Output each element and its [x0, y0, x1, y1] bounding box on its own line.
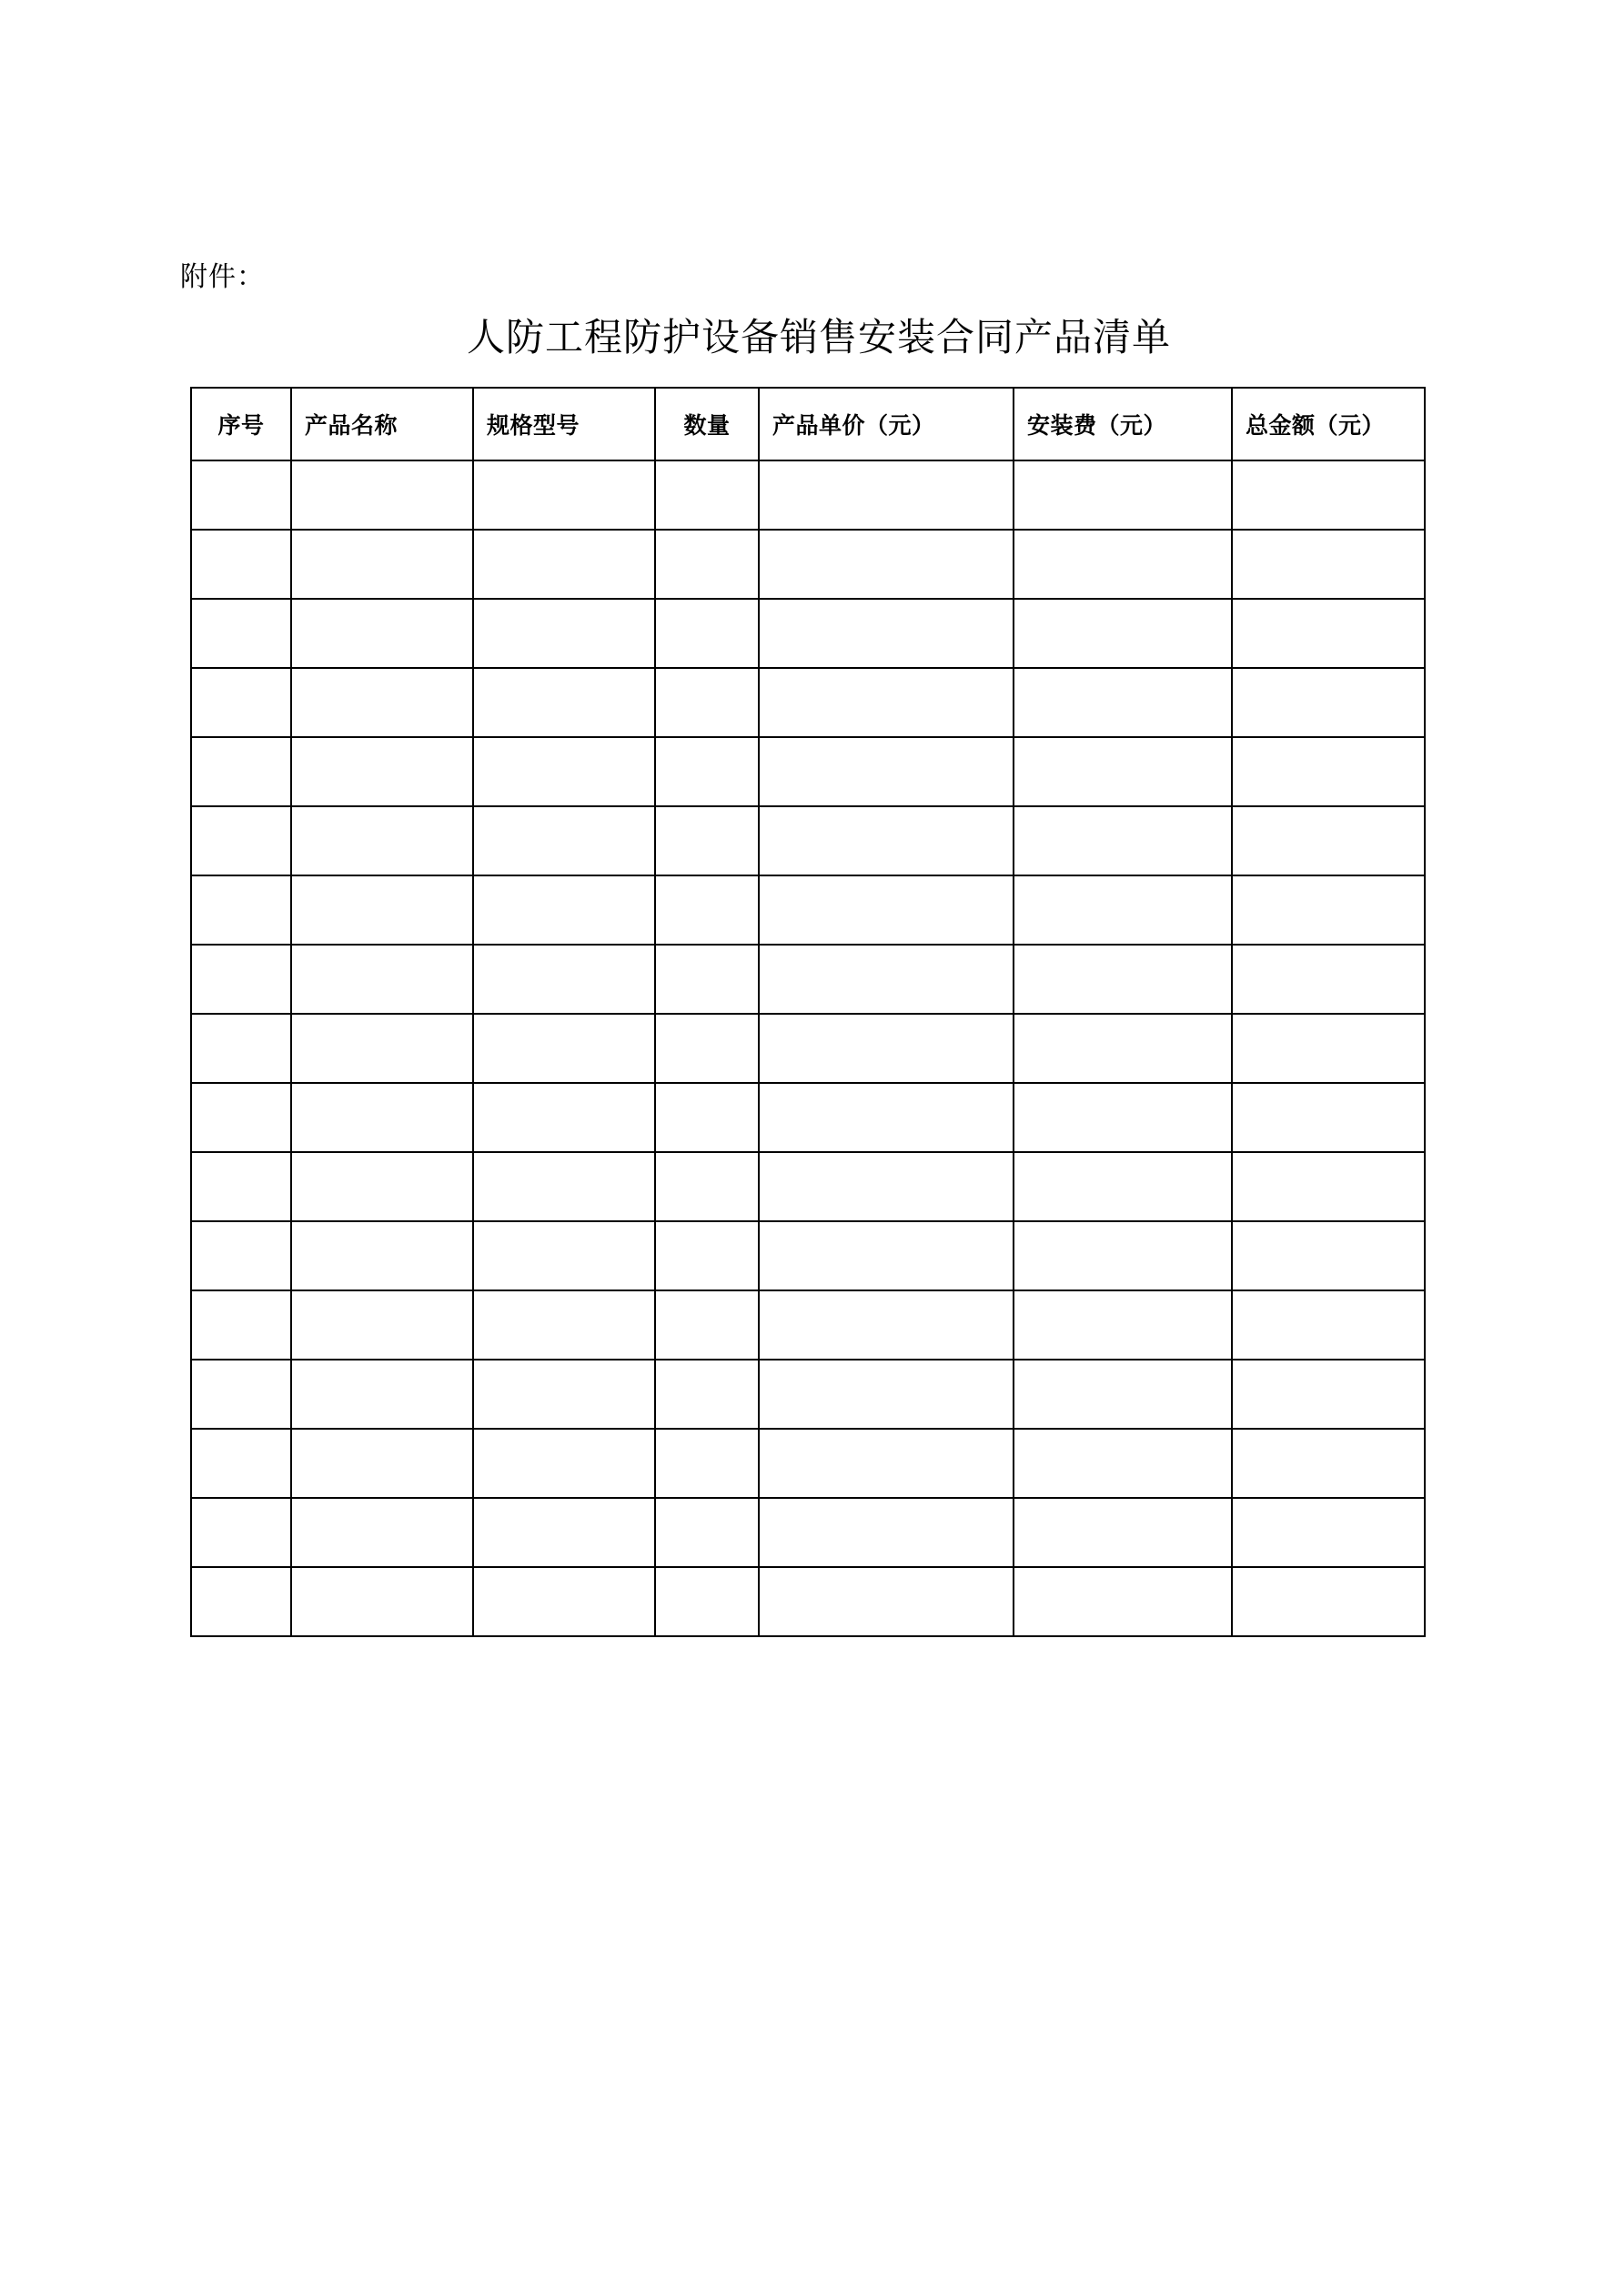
product-list-table: [190, 387, 1426, 1637]
cell-quantity[interactable]: [655, 1221, 759, 1290]
cell-total-amount[interactable]: [1232, 1014, 1425, 1083]
cell-product-name[interactable]: [291, 1083, 473, 1152]
cell-quantity[interactable]: [655, 668, 759, 737]
cell-unit-price[interactable]: [759, 806, 1014, 875]
table-row: [191, 1152, 1425, 1221]
cell-seq[interactable]: [191, 1290, 291, 1360]
table-row: [191, 737, 1425, 806]
column-header-seq: 序号: [191, 388, 291, 460]
table-row: [191, 875, 1425, 945]
cell-quantity[interactable]: [655, 737, 759, 806]
cell-product-name[interactable]: [291, 1360, 473, 1429]
cell-total-amount[interactable]: [1232, 1429, 1425, 1498]
table-row: [191, 460, 1425, 530]
column-header-quantity: 数量: [655, 388, 759, 460]
cell-install-fee[interactable]: [1014, 1498, 1232, 1567]
cell-total-amount[interactable]: [1232, 1083, 1425, 1152]
cell-quantity[interactable]: [655, 945, 759, 1014]
cell-spec-model[interactable]: [473, 737, 655, 806]
cell-seq[interactable]: [191, 1429, 291, 1498]
cell-install-fee[interactable]: [1014, 945, 1232, 1014]
cell-spec-model[interactable]: [473, 1429, 655, 1498]
cell-install-fee[interactable]: [1014, 1429, 1232, 1498]
cell-quantity[interactable]: [655, 806, 759, 875]
cell-quantity[interactable]: [655, 1152, 759, 1221]
cell-spec-model[interactable]: [473, 806, 655, 875]
cell-unit-price[interactable]: [759, 1498, 1014, 1567]
column-header-spec-model: 规格型号: [473, 388, 655, 460]
cell-install-fee[interactable]: [1014, 668, 1232, 737]
table-row: [191, 1498, 1425, 1567]
table-row: [191, 1014, 1425, 1083]
cell-quantity[interactable]: [655, 1290, 759, 1360]
cell-unit-price[interactable]: [759, 1429, 1014, 1498]
cell-unit-price[interactable]: [759, 668, 1014, 737]
cell-seq[interactable]: [191, 1567, 291, 1636]
cell-spec-model[interactable]: [473, 460, 655, 530]
cell-spec-model[interactable]: [473, 875, 655, 945]
table-row: [191, 599, 1425, 668]
cell-seq[interactable]: [191, 1498, 291, 1567]
cell-product-name[interactable]: [291, 460, 473, 530]
cell-total-amount[interactable]: [1232, 1290, 1425, 1360]
cell-spec-model[interactable]: [473, 599, 655, 668]
cell-quantity[interactable]: [655, 1083, 759, 1152]
cell-quantity[interactable]: [655, 1567, 759, 1636]
cell-product-name[interactable]: [291, 1290, 473, 1360]
cell-install-fee[interactable]: [1014, 460, 1232, 530]
cell-unit-price[interactable]: [759, 599, 1014, 668]
cell-total-amount[interactable]: [1232, 806, 1425, 875]
cell-seq[interactable]: [191, 460, 291, 530]
cell-install-fee[interactable]: [1014, 1083, 1232, 1152]
cell-seq[interactable]: [191, 1221, 291, 1290]
cell-quantity[interactable]: [655, 599, 759, 668]
cell-unit-price[interactable]: [759, 1014, 1014, 1083]
cell-unit-price[interactable]: [759, 1290, 1014, 1360]
table-row: [191, 1221, 1425, 1290]
cell-install-fee[interactable]: [1014, 1014, 1232, 1083]
cell-unit-price[interactable]: [759, 1221, 1014, 1290]
cell-spec-model[interactable]: [473, 1083, 655, 1152]
cell-seq[interactable]: [191, 1360, 291, 1429]
cell-unit-price[interactable]: [759, 460, 1014, 530]
cell-unit-price[interactable]: [759, 1360, 1014, 1429]
cell-quantity[interactable]: [655, 1014, 759, 1083]
cell-install-fee[interactable]: [1014, 1221, 1232, 1290]
table-row: [191, 945, 1425, 1014]
table-header: [191, 388, 1425, 460]
column-header-install-fee: 安装费（元）: [1014, 388, 1232, 460]
cell-product-name[interactable]: [291, 1429, 473, 1498]
cell-spec-model[interactable]: [473, 1290, 655, 1360]
cell-seq[interactable]: [191, 1083, 291, 1152]
table-row: [191, 1083, 1425, 1152]
table-row: [191, 1567, 1425, 1636]
cell-quantity[interactable]: [655, 875, 759, 945]
table-row: [191, 1360, 1425, 1429]
cell-product-name[interactable]: [291, 530, 473, 599]
cell-spec-model[interactable]: [473, 1360, 655, 1429]
cell-spec-model[interactable]: [473, 945, 655, 1014]
column-header-product-name: 产品名称: [291, 388, 473, 460]
cell-spec-model[interactable]: [473, 530, 655, 599]
cell-seq[interactable]: [191, 1014, 291, 1083]
cell-total-amount[interactable]: [1232, 1498, 1425, 1567]
cell-product-name[interactable]: [291, 1152, 473, 1221]
cell-spec-model[interactable]: [473, 668, 655, 737]
cell-product-name[interactable]: [291, 875, 473, 945]
cell-total-amount[interactable]: [1232, 737, 1425, 806]
cell-install-fee[interactable]: [1014, 530, 1232, 599]
cell-install-fee[interactable]: [1014, 1567, 1232, 1636]
cell-seq[interactable]: [191, 530, 291, 599]
cell-total-amount[interactable]: [1232, 460, 1425, 530]
cell-product-name[interactable]: [291, 737, 473, 806]
product-list-table-wrapper: [190, 387, 1424, 1637]
cell-seq[interactable]: [191, 806, 291, 875]
table-row: [191, 1429, 1425, 1498]
cell-total-amount[interactable]: [1232, 668, 1425, 737]
cell-install-fee[interactable]: [1014, 599, 1232, 668]
cell-install-fee[interactable]: [1014, 1290, 1232, 1360]
cell-seq[interactable]: [191, 737, 291, 806]
cell-quantity[interactable]: [655, 1429, 759, 1498]
table-row: [191, 1290, 1425, 1360]
cell-seq[interactable]: [191, 875, 291, 945]
cell-seq[interactable]: [191, 945, 291, 1014]
cell-unit-price[interactable]: [759, 1567, 1014, 1636]
cell-seq[interactable]: [191, 668, 291, 737]
cell-install-fee[interactable]: [1014, 1360, 1232, 1429]
cell-total-amount[interactable]: [1232, 1221, 1425, 1290]
table-header-row: [191, 388, 1425, 460]
cell-unit-price[interactable]: [759, 875, 1014, 945]
cell-product-name[interactable]: [291, 668, 473, 737]
column-header-unit-price: 产品单价（元）: [759, 388, 1014, 460]
cell-product-name[interactable]: [291, 1498, 473, 1567]
cell-total-amount[interactable]: [1232, 530, 1425, 599]
cell-total-amount[interactable]: [1232, 1152, 1425, 1221]
cell-seq[interactable]: [191, 1152, 291, 1221]
cell-product-name[interactable]: [291, 1221, 473, 1290]
table-row: [191, 806, 1425, 875]
table-body: [191, 460, 1425, 1636]
cell-install-fee[interactable]: [1014, 737, 1232, 806]
cell-install-fee[interactable]: [1014, 875, 1232, 945]
cell-spec-model[interactable]: [473, 1221, 655, 1290]
cell-quantity[interactable]: [655, 530, 759, 599]
attachment-label: 附件：: [180, 261, 265, 293]
cell-install-fee[interactable]: [1014, 806, 1232, 875]
cell-quantity[interactable]: [655, 1360, 759, 1429]
cell-quantity[interactable]: [655, 460, 759, 530]
cell-total-amount[interactable]: [1232, 875, 1425, 945]
table-row: [191, 530, 1425, 599]
cell-product-name[interactable]: [291, 806, 473, 875]
cell-spec-model[interactable]: [473, 1498, 655, 1567]
cell-product-name[interactable]: [291, 599, 473, 668]
cell-total-amount[interactable]: [1232, 1360, 1425, 1429]
cell-install-fee[interactable]: [1014, 1152, 1232, 1221]
table-row: [191, 668, 1425, 737]
cell-quantity[interactable]: [655, 1498, 759, 1567]
cell-unit-price[interactable]: [759, 945, 1014, 1014]
cell-unit-price[interactable]: [759, 737, 1014, 806]
cell-unit-price[interactable]: [759, 1152, 1014, 1221]
cell-total-amount[interactable]: [1232, 1567, 1425, 1636]
cell-unit-price[interactable]: [759, 530, 1014, 599]
cell-spec-model[interactable]: [473, 1152, 655, 1221]
cell-total-amount[interactable]: [1232, 945, 1425, 1014]
page-title: 人防工程防护设备销售安装合同产品清单: [466, 315, 1171, 359]
cell-product-name[interactable]: [291, 1567, 473, 1636]
cell-spec-model[interactable]: [473, 1014, 655, 1083]
cell-product-name[interactable]: [291, 1014, 473, 1083]
cell-product-name[interactable]: [291, 945, 473, 1014]
cell-total-amount[interactable]: [1232, 599, 1425, 668]
cell-unit-price[interactable]: [759, 1083, 1014, 1152]
cell-seq[interactable]: [191, 599, 291, 668]
cell-spec-model[interactable]: [473, 1567, 655, 1636]
column-header-total-amount: 总金额（元）: [1232, 388, 1425, 460]
